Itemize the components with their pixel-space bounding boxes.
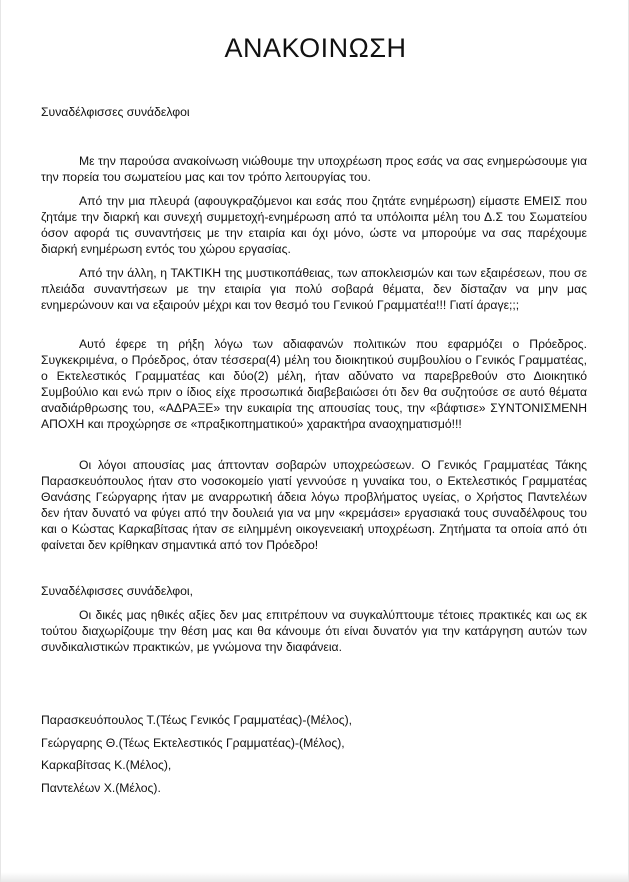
signature-line: Γεώργαρης Θ.(Τέως Εκτελεστικός Γραμματέας)-(Μέλος),: [41, 735, 345, 750]
page-bottom-edge: [1, 872, 628, 882]
paragraph-intro: Με την παρούσα ανακοίνωση νιώθουμε την υποχρέωση προς εσάς να σας ενημερώσουμε για την πορεία του σωματείου μας και τον τρόπο λειτουργίας του.: [41, 154, 587, 185]
closing-greeting: Συναδέλφισσες συνάδελφοι,: [41, 584, 193, 598]
signature-line: Καρκαβίτσας Κ.(Μέλος),: [41, 758, 172, 772]
paragraph-rupture: Αυτό έφερε τη ρήξη λόγω των αδιαφανών πολιτικών που εφαρμόζει ο Πρόεδρος. Συγκεκριμένα, ο Πρόεδρος, όταν τέσσερα(4) μέλη του διοικητικού συμβουλίου ο Γενικός Γραμματέας, ο Εκτελεστικός Γραμματέας και δύο(2) μέλη, ήταν αδύνατο να παρεβρεθούν στο Διοικητικό Συμβούλιο και ενώ πριν ο ίδιος είχε προσωπικά διαβεβαιώσει ότι δεν θα συζητούσε σε αυτό θέματα αναδιάρθρωσης του, «ΑΔΡΑΞΕ» την ευκαιρία της απουσίας τους, την «βάφτισε» ΣΥΝΤΟΝΙΣΜΕΝΗ ΑΠΟΧΗ και προχώρησε σε «πραξικοπηματικού» χαρακτήρα αναοχηματισμό!!!: [41, 337, 587, 432]
document-title: ΑΝΑΚΟΙΝΩΣΗ: [224, 33, 407, 63]
paragraph-secrecy-tactic: Από την άλλη, η ΤΑΚΤΙΚΗ της μυστικοπάθειας, των αποκλεισμών και των εξαιρέσεων, που σε πλειάδα συναντήσεων με την εταιρία για πολύ σοβαρά θέματα, δεν δίσταζαν να μην μας ενημερώνουν και να εξαιρούν μέχρι και τον θεσμό του Γενικού Γραμματέα!!! Γιατί άραγε;;;: [41, 266, 587, 313]
signature-line: Παντελέων Χ.(Μέλος).: [41, 780, 161, 795]
opening-greeting: Συναδέλφισσες συνάδελφοι: [41, 105, 190, 119]
paragraph-request-information: Από την μια πλευρά (αφουγκραζόμενοι και εσάς που ζητάτε ενημέρωση) είμαστε ΕΜΕΙΣ που ζητάμε την διαρκή και συνεχή συμμετοχή-ενημέρωση από τα υπόλοιπα μέλη του Δ.Σ του Σωματείου όσον αφορά τις συναντήσεις με την εταιρία και όχι μόνο, ώστε να μπορούμε να σας παρέχουμε διαρκή ενημέρωση εντός του χώρου εργασίας.: [41, 194, 587, 257]
paragraph-closing: Οι δικές μας ηθικές αξίες δεν μας επιτρέπουν να συγκαλύπτουμε τέτοιες πρακτικές και ως εκ τούτου διαχωρίζουμε την θέση μας και θα κάνουμε ότι είναι δυνατόν για την κατάργηση αυτών των συνδικαλιστικών πρακτικών, με γνώμονα την διαφάνεια.: [41, 608, 587, 655]
signature-list: [41, 712, 352, 802]
paragraph-absence-reasons: Οι λόγοι απουσίας μας άπτονταν σοβαρών υποχρεώσεων. Ο Γενικός Γραμματέας Τάκης Παρασκευόπουλος ήταν στο νοσοκομείο γιατί γεννούσε η γυναίκα του, ο Εκτελεστικός Γραμματέας Θανάσης Γεώργαρης ήταν με αναρρωτική άδεια λόγω προβλήματος υγείας, ο Χρήστος Παντελέων δεν ήταν δυνατό να φύγει από την δουλειά για να μην «κρεμάσει» εργασιακά τους συναδέλφους του και ο Κώστας Καρκαβίτσας ήταν σε ειλημμένη οικογενειακή υποχρέωση. Ζητήματα τα οποία από ότι φαίνεται δεν κρίθηκαν σημαντικά από τον Πρόεδρο!: [41, 458, 587, 553]
signature-line: Παρασκευόπουλος Τ.(Τέως Γενικός Γραμματέας)-(Μέλος),: [41, 713, 353, 727]
